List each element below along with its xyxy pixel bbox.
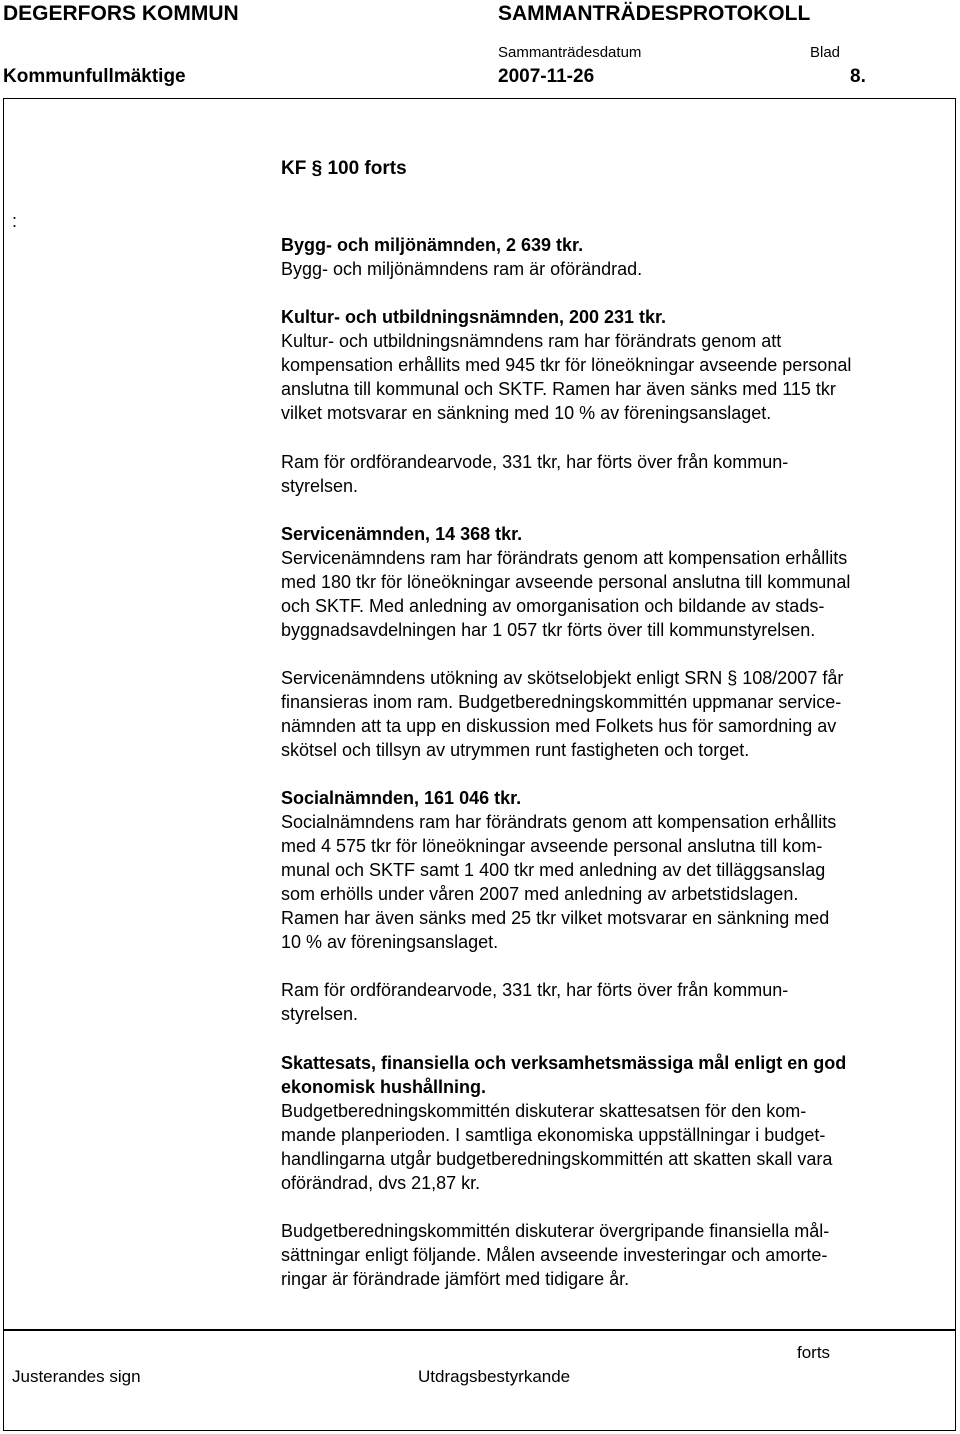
paragraph-line: byggnadsavdelningen har 1 057 tkr förts över till kommunstyrelsen.	[281, 620, 816, 640]
block-heading: Socialnämnden, 161 046 tkr.	[281, 788, 522, 808]
paragraph-line: skötsel och tillsyn av utrymmen runt fastigheten och torget.	[281, 740, 750, 760]
paragraph-line: med 180 tkr för löneökningar avseende personal anslutna till kommunal	[281, 572, 851, 592]
paragraph-line: Ram för ordförandearvode, 331 tkr, har förts över från kommun-	[281, 980, 789, 1000]
paragraph-line: handlingarna utgår budgetberedningskommittén att skatten skall vara	[281, 1149, 833, 1169]
paragraph-line: vilket motsvarar en sänkning med 10 % av föreningsanslaget.	[281, 403, 772, 423]
paragraph-line: kompensation erhållits med 945 tkr för löneökningar avseende personal	[281, 355, 852, 375]
paragraph-line: Kultur- och utbildningsnämndens ram har förändrats genom att	[281, 331, 782, 351]
paragraph-line: munal och SKTF samt 1 400 tkr med anledning av det tilläggsanslag	[281, 860, 826, 880]
paragraph-line: Ramen har även sänks med 25 tkr vilket motsvarar en sänkning med	[281, 908, 830, 928]
paragraph-line: styrelsen.	[281, 1004, 359, 1024]
page-number: 8.	[850, 66, 866, 87]
paragraph-line: Budgetberedningskommittén diskuterar övergripande finansiella mål-	[281, 1221, 830, 1241]
section-title: KF § 100 forts	[281, 158, 407, 179]
paragraph-line: finansieras inom ram. Budgetberedningskommittén uppmanar service-	[281, 692, 842, 712]
paragraph-line: ringar är förändrade jämfört med tidigare år.	[281, 1269, 630, 1289]
block-heading-cont: ekonomisk hushållning.	[281, 1077, 487, 1097]
paragraph-line: 10 % av föreningsanslaget.	[281, 932, 499, 952]
body-name: Kommunfullmäktige	[3, 66, 186, 87]
paragraph-line: sättningar enligt följande. Målen avseende investeringar och amorte-	[281, 1245, 828, 1265]
block-heading: Servicenämnden, 14 368 tkr.	[281, 524, 523, 544]
paragraph-line: med 4 575 tkr för löneökningar avseende personal anslutna till kom-	[281, 836, 823, 856]
paragraph-line: Budgetberedningskommittén diskuterar skattesatsen för den kom-	[281, 1101, 807, 1121]
paragraph-line: mande planperioden. I samtliga ekonomiska uppställningar i budget-	[281, 1125, 826, 1145]
extract-label: Utdragsbestyrkande	[418, 1367, 571, 1386]
paragraph-line: Ram för ordförandearvode, 331 tkr, har förts över från kommun-	[281, 452, 789, 472]
signature-label: Justerandes sign	[12, 1367, 141, 1386]
page-label: Blad	[810, 44, 841, 61]
paragraph-line: som erhölls under våren 2007 med anledning av arbetstidslagen.	[281, 884, 799, 904]
paragraph-line: Socialnämndens ram har förändrats genom att kompensation erhållits	[281, 812, 837, 832]
municipality-name: DEGERFORS KOMMUN	[3, 2, 239, 25]
margin-mark: :	[12, 211, 18, 231]
block-heading: Bygg- och miljönämnden, 2 639 tkr.	[281, 235, 584, 255]
continued-label: forts	[797, 1343, 831, 1362]
paragraph-line: anslutna till kommunal och SKTF. Ramen har även sänks med 115 tkr	[281, 379, 836, 399]
paragraph-line: nämnden att ta upp en diskussion med Folkets hus för samordning av	[281, 716, 837, 736]
block-heading: Kultur- och utbildningsnämnden, 200 231 tkr.	[281, 307, 667, 327]
date-label: Sammanträdesdatum	[498, 44, 642, 61]
paragraph-line: styrelsen.	[281, 476, 359, 496]
paragraph-line: oförändrad, dvs 21,87 kr.	[281, 1173, 481, 1193]
protocol-title: SAMMANTRÄDESPROTOKOLL	[498, 2, 811, 25]
paragraph-line: Bygg- och miljönämndens ram är oförändrad.	[281, 259, 643, 279]
paragraph-line: och SKTF. Med anledning av omorganisation och bildande av stads-	[281, 596, 825, 616]
meeting-date: 2007-11-26	[498, 66, 595, 87]
paragraph-line: Servicenämndens ram har förändrats genom att kompensation erhållits	[281, 548, 848, 568]
paragraph-line: Servicenämndens utökning av skötselobjekt enligt SRN § 108/2007 får	[281, 668, 844, 688]
block-heading: Skattesats, finansiella och verksamhetsmässiga mål enligt en god	[281, 1053, 847, 1073]
